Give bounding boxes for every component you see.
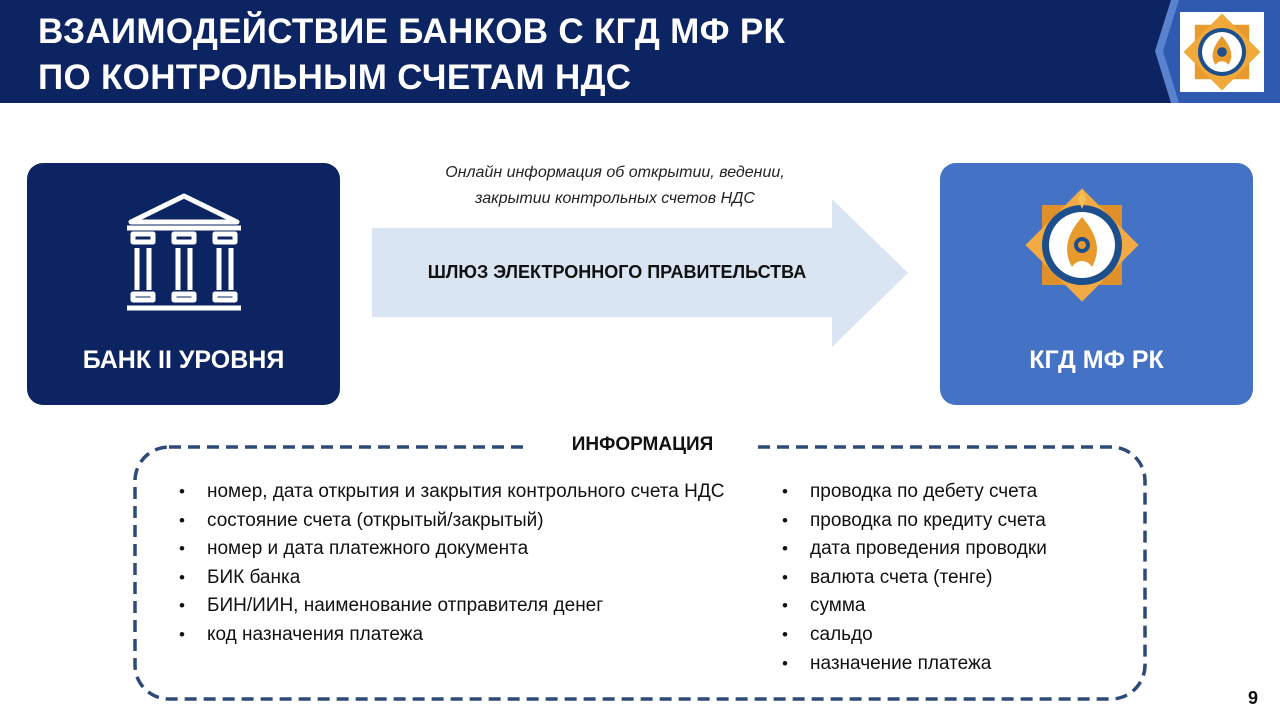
bank-label: БАНК II УРОВНЯ bbox=[82, 346, 285, 374]
list-item: • проводка по дебету счета bbox=[778, 478, 1128, 507]
caption-line-2: закрытии контрольных счетов НДС bbox=[475, 190, 755, 207]
header-bar bbox=[0, 0, 1280, 103]
list-item: • номер, дата открытия и закрытия контрольного счета НДС bbox=[175, 478, 735, 507]
info-list-left bbox=[175, 478, 735, 650]
list-item: • назначение платежа bbox=[778, 650, 1128, 679]
bank-box bbox=[27, 163, 340, 405]
page-number: 9 bbox=[1247, 688, 1258, 708]
list-item: • валюта счета (тенге) bbox=[778, 564, 1128, 593]
kgd-emblem-icon bbox=[1020, 183, 1144, 307]
list-item: • состояние счета (открытый/закрытый) bbox=[175, 507, 735, 536]
list-item: • БИК банка bbox=[175, 564, 735, 593]
list-item: • код назначения платежа bbox=[175, 621, 735, 650]
title-line-1: ВЗАИМОДЕЙСТВИЕ БАНКОВ С КГД МФ РК bbox=[38, 12, 786, 51]
info-title: ИНФОРМАЦИЯ bbox=[530, 432, 755, 458]
kgd-emblem-icon bbox=[1180, 12, 1264, 92]
list-item: • БИН/ИИН, наименование отправителя денег bbox=[175, 592, 735, 621]
caption-line-1: Онлайн информация об открытии, ведении, bbox=[445, 164, 785, 181]
info-list-right bbox=[778, 478, 1128, 678]
title-line-2: ПО КОНТРОЛЬНЫМ СЧЕТАМ НДС bbox=[38, 58, 632, 97]
gateway-label: ШЛЮЗ ЭЛЕКТРОННОГО ПРАВИТЕЛЬСТВА bbox=[427, 262, 807, 282]
kgd-label: КГД МФ РК bbox=[1029, 346, 1164, 374]
slide-title bbox=[38, 9, 785, 101]
list-item: • сумма bbox=[778, 592, 1128, 621]
list-item: • номер и дата платежного документа bbox=[175, 535, 735, 564]
kgd-box bbox=[940, 163, 1253, 405]
list-item: • проводка по кредиту счета bbox=[778, 507, 1128, 536]
bank-building-icon bbox=[123, 190, 245, 318]
list-item: • сальдо bbox=[778, 621, 1128, 650]
header-logo bbox=[1180, 12, 1264, 92]
list-item: • дата проведения проводки bbox=[778, 535, 1128, 564]
